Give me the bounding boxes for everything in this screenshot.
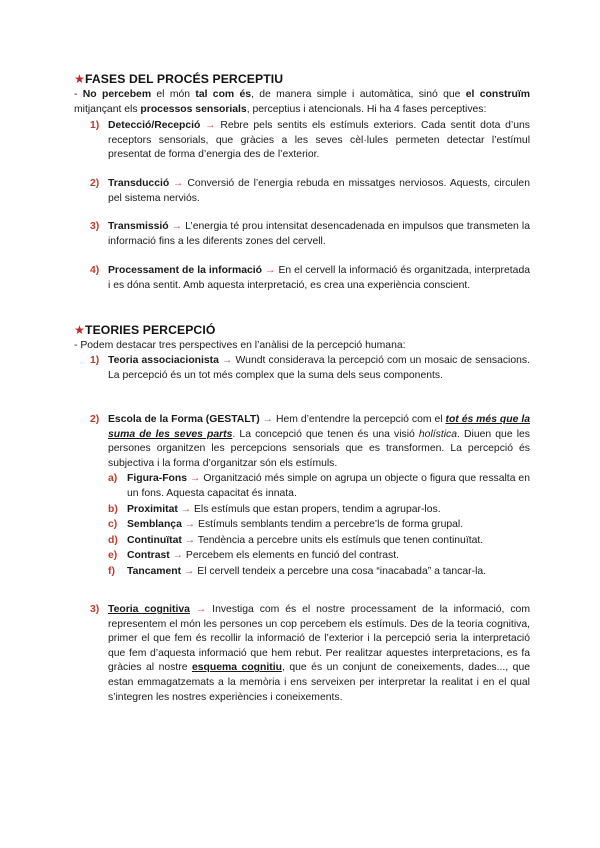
teoria-item-2	[90, 413, 530, 580]
teoria-emphasis: tot és més que la suma de les seves parts	[108, 414, 530, 440]
fase-term: Transducció	[108, 178, 170, 189]
intro-bold: No percebem	[82, 89, 152, 100]
sub-term: Figura-Fons	[127, 473, 188, 485]
arrow-icon: →	[183, 565, 195, 577]
section-teories-title: TEORIES PERCEPCIÓ	[85, 323, 216, 337]
teoria-bold: esquema cognitiu	[191, 662, 282, 674]
teoria-text: Hem d’entendre la percepció com el	[273, 414, 446, 425]
gestalt-sub-b	[90, 503, 530, 518]
teoria-text: , que és un conjunt de coneixements, dades..., que estan emmagatzemats a la memòria i ens serveixen per interpretar la realitat i en el qual s’integren les nostres experiències i coneixements.	[108, 662, 531, 703]
teoria-number: 1)	[90, 355, 100, 366]
sub-term: Semblança	[127, 519, 182, 531]
sub-letter: f)	[108, 565, 115, 577]
intro-text: el món	[151, 89, 196, 100]
fase-number: 4)	[90, 265, 100, 276]
sub-text: Estímuls semblants tendim a percebre’ls de forma grupal.	[195, 519, 464, 531]
fase-text: L’energia té prou intensitat desencadenada en impulsos que transmeten la informació fins a les diferents zones del cervell.	[108, 221, 530, 247]
gestalt-sub-f	[90, 565, 530, 580]
intro-text: , de manera simple i automàtica, sinó que	[251, 89, 466, 100]
fase-term: Detecció/Recepció	[108, 120, 201, 131]
intro-bold: el construïm	[465, 89, 530, 100]
gestalt-sub-c	[90, 518, 530, 533]
sub-text: Organització més simple on agrupa un objecte o figura que ressalta en un fons. Aquesta capacitat és innata.	[127, 473, 530, 499]
section-fases-intro	[74, 88, 530, 117]
arrow-icon: →	[180, 503, 192, 515]
arrow-icon: →	[184, 519, 196, 531]
sub-term: Contrast	[127, 550, 170, 562]
sub-term: Proximitat	[127, 503, 178, 515]
arrow-icon: →	[171, 221, 183, 232]
section-fases-title: FASES DEL PROCÉS PERCEPTIU	[85, 72, 284, 86]
sub-letter: b)	[108, 503, 118, 515]
teoria-text: Wundt considerava la percepció com un mosaic de sensacions. La percepció és un tot més complex que la suma dels seus components.	[108, 355, 530, 381]
teoria-number: 3)	[90, 604, 100, 615]
fase-item-1	[90, 119, 530, 163]
arrow-icon: →	[222, 355, 233, 366]
sub-text: Els estímuls que estan propers, tendim a agrupar-los.	[191, 503, 441, 515]
sub-letter: a)	[108, 473, 118, 485]
fase-item-3	[90, 220, 530, 249]
sub-text: Percebem els elements en funció del contrast.	[183, 550, 400, 562]
intro-text: -	[74, 89, 83, 100]
teoria-item-1	[90, 354, 530, 383]
teoria-text: Investiga com és el nostre processament de la informació, com representem el món les persones un cop percebem els estímuls. Des de la teoria cognitiva, primer el que fem és recollir la informació de l’exterior i la percepció seria la interpretació que fem d’aquesta informació que hem rebut. Per realitzar aquestes interpretacions, es fa gràcies al nostre	[108, 604, 530, 674]
teoria-term: Teoria cognitiva	[108, 604, 190, 615]
gestalt-sub-a	[90, 472, 530, 501]
teoria-number: 2)	[90, 414, 100, 425]
star-icon: ★	[74, 323, 86, 337]
arrow-icon: →	[173, 178, 184, 189]
section-fases-heading	[74, 72, 283, 87]
fase-number: 1)	[90, 120, 100, 131]
arrow-icon: →	[195, 604, 207, 615]
gestalt-sub-d	[90, 534, 530, 549]
fase-text: En el cervell la informació és organitzada, interpretada i es dóna sentit. Amb aquesta interpretació, es crea una experiència conscient.	[108, 265, 531, 291]
intro-text: , perceptius i atencionals. Hi ha 4 fases perceptives:	[246, 103, 487, 115]
arrow-icon: →	[172, 550, 184, 562]
intro-bold: tal com és	[195, 89, 252, 100]
teoria-text: . La concepció que tenen és una visió	[232, 428, 419, 440]
fase-text: Conversió de l’energia rebuda en missatges nerviosos. Aquests, circulen pel sistema nerviós.	[108, 178, 530, 204]
intro-bold: processos sensorials	[140, 103, 247, 115]
sub-term: Continuïtat	[127, 534, 182, 546]
section-teories-heading	[74, 323, 215, 338]
sub-letter: c)	[108, 519, 118, 531]
fase-term: Processament de la informació	[108, 265, 262, 276]
fase-term: Transmissió	[108, 221, 169, 232]
teoria-text: . Diuen que les persones organitzen les percepcions sensorials que es transformen. La percepció és subjectiva i la forma d’organitzar són els estímuls.	[108, 428, 530, 469]
arrow-icon: →	[265, 265, 276, 276]
fase-number: 3)	[90, 221, 100, 232]
sub-letter: d)	[108, 534, 118, 546]
arrow-icon: →	[262, 414, 274, 425]
gestalt-sub-e	[90, 549, 530, 564]
fase-text: Rebre pels sentits els estímuls exteriors. Cada sentit dota d’uns receptors sensorials, que gràcies a les seves cèl·lules permeten detectar l’estímul presentat de forma d’energia des de l’exterior.	[108, 120, 530, 161]
arrow-icon: →	[205, 120, 216, 131]
teoria-term: Teoria associacionista	[108, 355, 219, 366]
arrow-icon: →	[190, 473, 201, 485]
teoria-item-3	[90, 603, 530, 705]
teoria-italic: holística	[418, 428, 458, 440]
fase-number: 2)	[90, 178, 100, 189]
arrow-icon: →	[184, 534, 196, 546]
sub-letter: e)	[108, 550, 118, 562]
section-teories-intro: - Podem destacar tres perspectives en l’anàlisi de la percepció humana:	[74, 340, 406, 351]
teoria-term: Escola de la Forma (GESTALT)	[108, 414, 260, 425]
fase-item-4	[90, 264, 530, 293]
fase-item-2	[90, 177, 530, 206]
intro-text: mitjançant els	[74, 103, 141, 115]
sub-text: El cervell tendeix a percebre una cosa “inacabada” a tancar-la.	[194, 565, 487, 577]
star-icon: ★	[74, 72, 86, 86]
sub-text: Tendència a percebre units els estímuls que tenen continuïtat.	[195, 534, 484, 546]
sub-term: Tancament	[127, 565, 182, 577]
